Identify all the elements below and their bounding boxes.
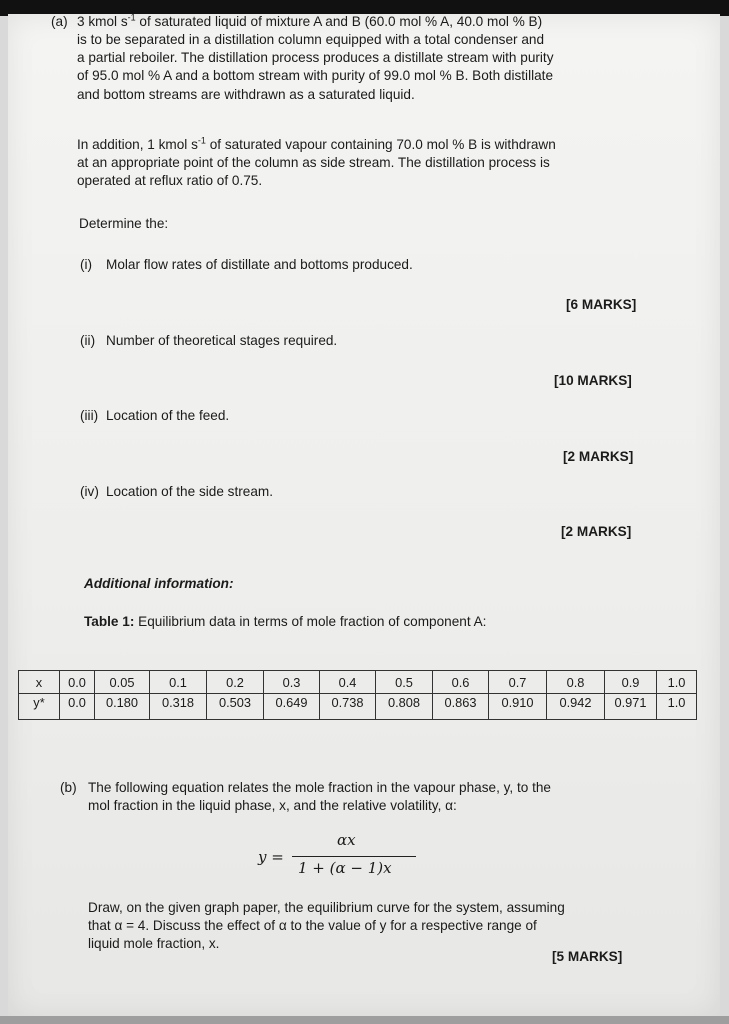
part-b-task-line-2: that α = 4. Discuss the effect of α to the value of y for a respective range of	[88, 918, 537, 933]
y-cell: 0.910	[489, 694, 547, 720]
table-caption: Table 1: Equilibrium data in terms of mole fraction of component A:	[84, 614, 487, 629]
y-cell: 0.318	[150, 694, 207, 720]
equation-lhs: y =	[258, 848, 284, 866]
y-cell: 1.0	[657, 694, 697, 720]
question-iii-marks: [2 MARKS]	[563, 449, 634, 464]
side-stream-line-3: operated at reflux ratio of 0.75.	[77, 173, 263, 188]
x-cell: 0.7	[489, 671, 547, 694]
x-cell: 0.3	[264, 671, 320, 694]
part-a-line-4: of 95.0 mol % A and a bottom stream with purity of 99.0 mol % B. Both distillate	[77, 68, 554, 83]
y-cell: 0.649	[264, 694, 320, 720]
part-b-line-1: The following equation relates the mole fraction in the vapour phase, y, to the	[88, 780, 551, 795]
y-cell: 0.942	[547, 694, 605, 720]
x-cell: 0.6	[433, 671, 489, 694]
part-a-line-2: is to be separated in a distillation column equipped with a total condenser and	[77, 32, 545, 47]
question-i-marks: [6 MARKS]	[566, 297, 637, 312]
x-header: x	[19, 671, 60, 694]
question-iv-text: Location of the side stream.	[106, 484, 273, 499]
y-cell: 0.738	[320, 694, 376, 720]
part-b-line-2: mol fraction in the liquid phase, x, and the relative volatility, α:	[88, 798, 457, 813]
x-cell: 0.8	[547, 671, 605, 694]
part-b-task-line-3: liquid mole fraction, x.	[88, 936, 220, 951]
part-b-marks: [5 MARKS]	[552, 949, 623, 964]
x-cell: 0.2	[207, 671, 264, 694]
bottom-edge	[0, 1016, 729, 1024]
question-iii-text: Location of the feed.	[106, 408, 230, 423]
question-ii-num: (ii)	[80, 333, 96, 348]
x-cell: 0.05	[95, 671, 150, 694]
y-header: y*	[19, 694, 60, 720]
part-b-label: (b)	[60, 780, 77, 795]
determine-heading: Determine the:	[79, 216, 169, 231]
side-stream-line-1: In addition, 1 kmol $s^{-1}$ of saturated vapour containing 70.0 mol % B is withdrawn	[77, 135, 556, 152]
part-b-task-line-1: Draw, on the given graph paper, the equilibrium curve for the system, assuming	[88, 900, 565, 915]
equilibrium-table	[18, 670, 697, 720]
y-cell: 0.180	[95, 694, 150, 720]
equation-denominator: 1 + (α − 1)x	[298, 859, 392, 877]
additional-info-heading: Additional information:	[84, 576, 234, 591]
part-a-line-1: 3 kmol $s^{-1}$ of saturated liquid of mixture A and B (60.0 mol % A, 40.0 mol % B)	[77, 12, 543, 29]
question-ii-marks: [10 MARKS]	[554, 373, 632, 388]
question-i-num: (i)	[80, 257, 93, 272]
x-cell: 0.4	[320, 671, 376, 694]
x-cell: 0.1	[150, 671, 207, 694]
equation-fraction-bar	[292, 856, 416, 857]
y-row	[19, 694, 697, 720]
equation-numerator: αx	[337, 831, 356, 849]
question-iv-num: (iv)	[80, 484, 99, 499]
x-cell: 0.0	[60, 671, 95, 694]
part-a-line-3: a partial reboiler. The distillation process produces a distillate stream with purity	[77, 50, 554, 65]
x-row	[19, 671, 697, 694]
y-cell: 0.503	[207, 694, 264, 720]
x-cell: 1.0	[657, 671, 697, 694]
x-cell: 0.9	[605, 671, 657, 694]
y-cell: 0.0	[60, 694, 95, 720]
y-cell: 0.971	[605, 694, 657, 720]
part-a-label: (a)	[51, 14, 68, 29]
question-ii-text: Number of theoretical stages required.	[106, 333, 338, 348]
x-cell: 0.5	[376, 671, 433, 694]
y-cell: 0.808	[376, 694, 433, 720]
question-iv-marks: [2 MARKS]	[561, 524, 632, 539]
question-i-text: Molar flow rates of distillate and bottoms produced.	[106, 257, 413, 272]
question-iii-num: (iii)	[80, 408, 99, 423]
side-stream-line-2: at an appropriate point of the column as side stream. The distillation process is	[77, 155, 550, 170]
part-a-line-5: and bottom streams are withdrawn as a saturated liquid.	[77, 87, 415, 102]
y-cell: 0.863	[433, 694, 489, 720]
